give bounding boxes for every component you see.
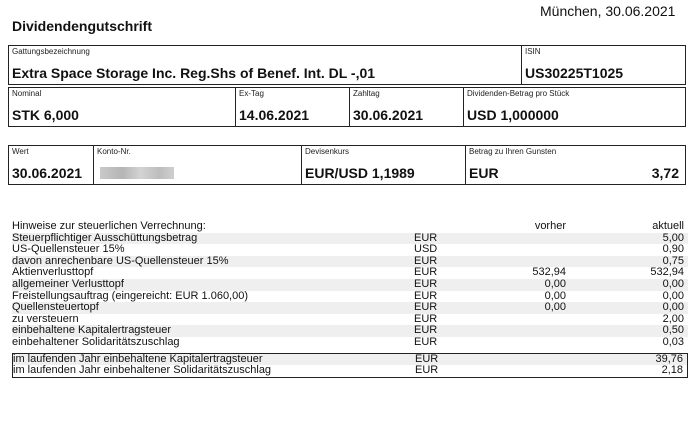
ex-date-value: 14.06.2021	[239, 107, 310, 123]
tax-label: Aktienverlusttopf	[12, 266, 94, 279]
tax-label: zu versteuern	[12, 312, 79, 325]
tax-row	[12, 337, 688, 349]
tax-label: US-Quellensteuer 15%	[12, 243, 125, 256]
year-total-currency: EUR	[415, 364, 439, 377]
dividend-cell	[463, 88, 685, 126]
year-totals-box	[12, 353, 688, 378]
year-total-row	[13, 365, 687, 377]
tax-current: 0,00	[662, 277, 684, 290]
tax-row	[12, 279, 688, 291]
tax-current: 532,94	[650, 266, 684, 279]
column-current-header: aktuell	[652, 220, 684, 232]
tax-current: 5,00	[662, 231, 684, 244]
tax-before: 532,94	[532, 266, 566, 279]
document-title: Dividendengutschrift	[12, 18, 153, 34]
pay-date-cell	[349, 88, 463, 126]
tax-row	[12, 302, 688, 314]
year-total-currency: EUR	[415, 352, 439, 365]
credit-amount-cell	[465, 146, 685, 184]
year-total-current: 39,76	[655, 352, 683, 365]
tax-label: davon anrechenbare US-Quellensteuer 15%	[12, 254, 229, 267]
credit-amount: 3,72	[651, 165, 679, 181]
tax-heading-row	[12, 221, 688, 233]
tax-before: 0,00	[544, 301, 566, 314]
nominal-value: STK 6,000	[12, 107, 79, 123]
dividend-value: USD 1,000000	[467, 107, 559, 123]
tax-before: 0,00	[544, 277, 566, 290]
tax-current: 0,75	[662, 254, 684, 267]
column-before-header: vorher	[534, 220, 566, 232]
credit-amount-label: Betrag zu Ihren Gunsten	[469, 147, 557, 156]
tax-currency: EUR	[414, 266, 438, 279]
tax-current: 0,00	[662, 301, 684, 314]
tax-currency: USD	[414, 243, 438, 256]
tax-current: 0,03	[662, 335, 684, 348]
nominal-label: Nominal	[12, 89, 42, 98]
tax-currency: EUR	[414, 301, 438, 314]
security-box	[8, 45, 686, 85]
fx-rate-cell	[301, 146, 465, 184]
tax-label: allgemeiner Verlusttopf	[12, 277, 124, 290]
tax-before: 0,00	[544, 289, 566, 302]
tax-row	[12, 291, 688, 303]
value-date: 30.06.2021	[12, 165, 83, 181]
fx-rate-label: Devisenkurs	[305, 147, 350, 156]
fx-rate-value: EUR/USD 1,1989	[305, 165, 415, 181]
value-date-label: Wert	[12, 147, 29, 156]
account-cell	[93, 146, 301, 184]
isin-value: US30225T1025	[525, 65, 624, 81]
security-name: Extra Space Storage Inc. Reg.Shs of Benef. Int. DL -,01	[12, 65, 376, 81]
tax-row	[12, 256, 688, 268]
tax-currency: EUR	[414, 335, 438, 348]
tax-currency: EUR	[414, 289, 438, 302]
document-date: München, 30.06.2021	[540, 3, 676, 19]
account-label: Konto-Nr.	[97, 147, 131, 156]
tax-label: einbehaltene Kapitalertragsteuer	[12, 324, 172, 337]
account-number-redacted	[100, 167, 174, 179]
nominal-cell	[9, 88, 235, 126]
tax-current: 0,00	[662, 289, 684, 302]
tax-currency: EUR	[414, 231, 438, 244]
tax-label: Freistellungsauftrag (eingereicht: EUR 1.060,00)	[12, 289, 249, 302]
year-total-label: im laufenden Jahr einbehaltene Kapitalertragsteuer	[13, 352, 263, 365]
dividend-label: Dividenden-Betrag pro Stück	[467, 89, 570, 98]
tax-notes	[12, 220, 688, 377]
year-total-current: 2,18	[661, 364, 683, 377]
tax-label: Quellensteuertopf	[12, 301, 99, 314]
tax-currency: EUR	[414, 312, 438, 325]
security-name-label: Gattungsbezeichnung	[12, 47, 90, 56]
ex-date-cell	[235, 88, 349, 126]
tax-currency: EUR	[414, 324, 438, 337]
credit-currency: EUR	[469, 165, 499, 181]
booking-box	[8, 145, 686, 185]
tax-label: einbehaltener Solidaritätszuschlag	[12, 335, 180, 348]
isin-label: ISIN	[525, 47, 541, 56]
tax-current: 0,90	[662, 243, 684, 256]
ex-date-label: Ex-Tag	[239, 89, 264, 98]
isin-cell	[521, 46, 685, 84]
tax-heading: Hinweise zur steuerlichen Verrechnung:	[12, 220, 206, 232]
tax-currency: EUR	[414, 277, 438, 290]
tax-currency: EUR	[414, 254, 438, 267]
pay-date-value: 30.06.2021	[353, 107, 424, 123]
tax-rows	[12, 233, 688, 349]
pay-date-label: Zahltag	[353, 89, 380, 98]
value-date-cell	[9, 146, 93, 184]
tax-current: 0,50	[662, 324, 684, 337]
terms-box	[8, 87, 686, 127]
tax-label: Steuerpflichtiger Ausschüttungsbetrag	[12, 231, 198, 244]
tax-current: 2,00	[662, 312, 684, 325]
year-total-label: im laufenden Jahr einbehaltener Solidaritätszuschlag	[13, 364, 272, 377]
security-name-cell	[9, 46, 521, 84]
